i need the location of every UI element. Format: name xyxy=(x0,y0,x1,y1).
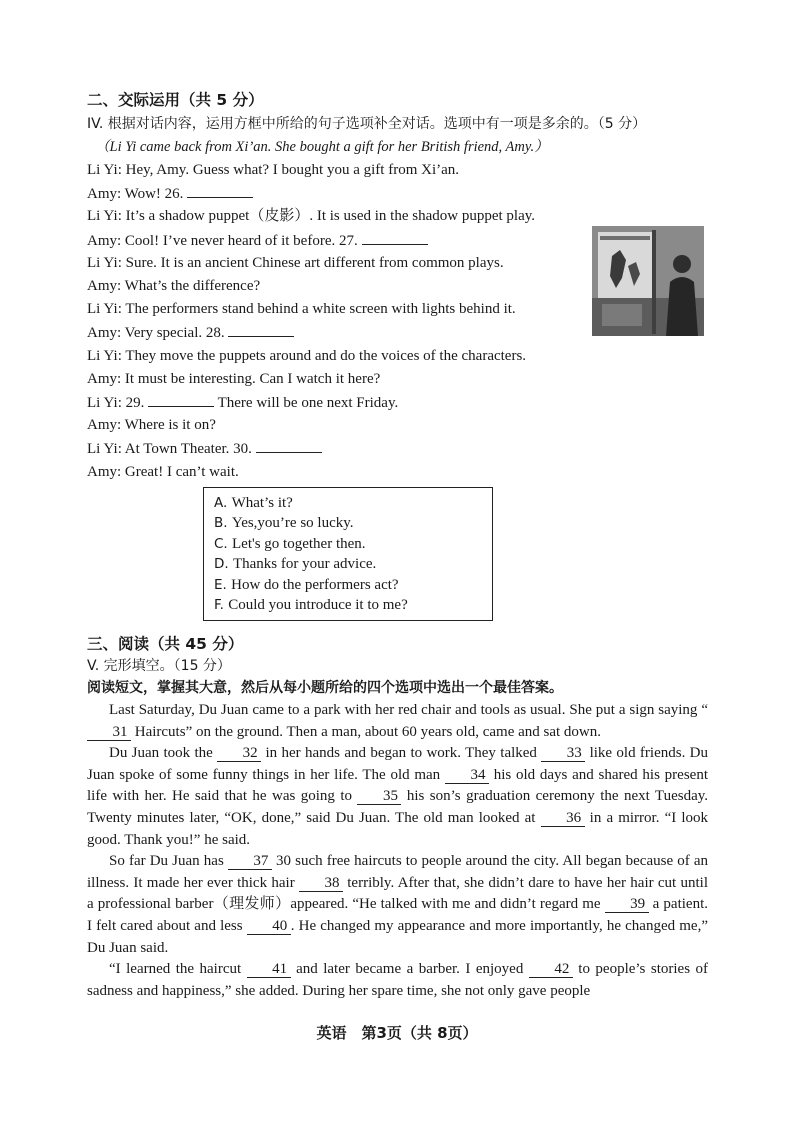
dialogue-line: Li Yi: 29. There will be one next Friday. xyxy=(87,392,398,413)
section-3-title: 三、阅读（共 45 分） xyxy=(87,635,244,653)
blank-36: 36 xyxy=(541,811,585,827)
dialogue-line: Li Yi: Hey, Amy. Guess what? I bought you a gift from Xi’an. xyxy=(87,162,460,178)
cloze-instruction: 阅读短文，掌握其大意，然后从每小题所给的四个选项中选出一个最佳答案。 xyxy=(87,680,563,696)
section-5-subtitle: V. 完形填空。（15 分） xyxy=(87,658,231,674)
options-box xyxy=(203,487,493,621)
option-item: D. Thanks for your advice. xyxy=(214,556,377,573)
blank-42: 42 xyxy=(529,962,573,978)
answer-blank-28[interactable] xyxy=(228,322,294,337)
answer-blank-29[interactable] xyxy=(148,392,214,407)
option-item: A. What’s it? xyxy=(214,495,293,511)
dialogue-line: Li Yi: They move the puppets around and do the voices of the characters. xyxy=(87,347,527,364)
dialogue-context: （Li Yi came back from Xi’an. She bought a gift for her British friend, Amy.） xyxy=(95,139,549,155)
dialogue-line: Amy: Wow! 26. xyxy=(87,183,253,204)
blank-37: 37 xyxy=(228,854,272,870)
paragraph-4: “I learned the haircut 41 and later became a barber. I enjoyed 42 to people’s stories of sadness and happiness,” she added. During her spare time, she not only gave people xyxy=(87,961,708,999)
blank-31: 31 xyxy=(87,725,131,741)
dialogue-line: Li Yi: It’s a shadow puppet（皮影）. It is used in the shadow puppet play. xyxy=(87,208,536,225)
blank-35: 35 xyxy=(357,789,401,805)
section-4-instruction: IV. 根据对话内容，运用方框中所给的句子选项补全对话。选项中有一项是多余的。（5 分） xyxy=(87,116,647,132)
blank-39: 39 xyxy=(605,897,649,913)
option-item: F. Could you introduce it to me? xyxy=(214,597,408,613)
dialogue-line: Li Yi: The performers stand behind a white screen with lights behind it. xyxy=(87,301,516,318)
blank-33: 33 xyxy=(541,746,585,762)
dialogue-line: Amy: Great! I can’t wait. xyxy=(87,463,239,480)
dialogue-line: Amy: What’s the difference? xyxy=(87,278,261,294)
dialogue-line: Amy: Very special. 28. xyxy=(87,322,294,343)
answer-blank-27[interactable] xyxy=(362,230,428,245)
page-footer: 英语 第3页（共 8页） xyxy=(316,1024,478,1042)
blank-38: 38 xyxy=(299,876,343,892)
dialogue-line: Li Yi: At Town Theater. 30. xyxy=(87,438,322,459)
blank-41: 41 xyxy=(247,962,291,978)
section-2-title: 二、交际运用（共 5 分） xyxy=(87,91,264,109)
cloze-passage xyxy=(87,700,708,1002)
dialogue-line: Li Yi: Sure. It is an ancient Chinese art different from common plays. xyxy=(87,254,504,271)
dialogue-line: Amy: It must be interesting. Can I watch it here? xyxy=(87,370,381,387)
paragraph-3: So far Du Juan has 37 30 such free haircuts to people around the city. All began because of an illness. It made her ever thick hair 38 terribly. After that, she didn’t dare to have her hair cut until a professional barber（理发师）appeared. “He talked with me and didn’t regard me 39 a patient. I felt cared about and less 40 . He changed my appearance and more importantly, he changed me,” Du Juan said. xyxy=(87,853,708,956)
blank-32: 32 xyxy=(217,746,261,762)
blank-40: 40 xyxy=(247,919,291,935)
shadow-puppet-photo xyxy=(592,226,704,336)
paragraph-1: Last Saturday, Du Juan came to a park with her red chair and tools as usual. She put a sign saying “31 Haircuts” on the ground. Then a man, about 60 years old, came and sat down. xyxy=(87,700,708,743)
option-item: B. Yes,you’re so lucky. xyxy=(214,515,354,532)
blank-34: 34 xyxy=(445,768,489,784)
dialogue-line: Amy: Where is it on? xyxy=(87,417,216,434)
paragraph-2: Du Juan took the 32 in her hands and began to work. They talked 33 like old friends. Du Juan spoke of some funny things in her life. The old man 34 his old days and shared his present life with her. He said that he was going to 35 his son’s graduation ceremony the next Tuesday. Twenty minutes later, “OK, done,” said Du Juan. The old man looked at 36 in a mirror. “I look good. Thank you!” he said. xyxy=(87,745,709,848)
answer-blank-30[interactable] xyxy=(256,438,322,453)
dialogue-line: Amy: Cool! I’ve never heard of it before. 27. xyxy=(87,230,428,251)
option-item: C. Let's go together then. xyxy=(214,535,366,552)
option-item: E. How do the performers act? xyxy=(214,576,399,593)
answer-blank-26[interactable] xyxy=(187,183,253,198)
